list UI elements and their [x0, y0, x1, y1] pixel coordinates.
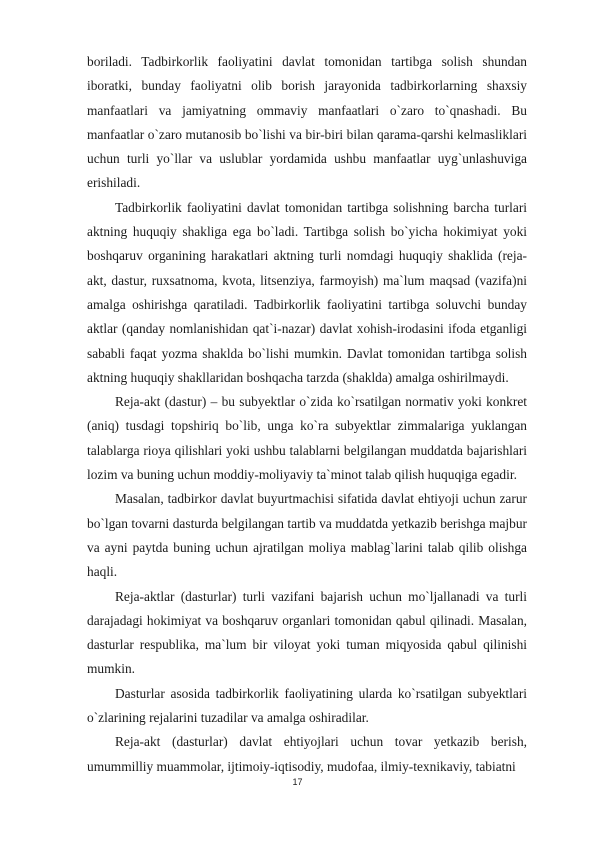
- paragraph: Tadbirkorlik faoliyatini davlat tomonidan tartibga solishning barcha turlari aktning huquqiy shakliga ega bo`ladi. Tartibga solish bo`yicha hokimiyat yoki boshqaruv organining harakatlari aktning turli nomdagi huquqiy shaklida (reja-akt, dastur, ruxsatnoma, kvota, litsenziya, farmoyish) ma`lum maqsad (vazifa)ni amalga oshirishga qaratiladi. Tadbirkorlik faoliyatini tartibga soluvchi bunday aktlar (qanday nomlanishidan qat`i-nazar) davlat xohish-irodasini ifoda etganligi sababli faqat yozma shaklda bo`lishi mumkin. Davlat tomonidan tartibga solish aktning huquqiy shakllaridan boshqacha tarzda (shaklda) amalga oshirilmaydi.: [87, 199, 527, 385]
- paragraph: Masalan, tadbirkor davlat buyurtmachisi sifatida davlat ehtiyoji uchun zarur bo`lgan tovarni dasturda belgilangan tartib va muddatda yetkazib berishga majbur va ayni paytda buning uchun ajratilgan moliya mablag`larini talab qilib olishga haqli.: [87, 491, 527, 580]
- paragraph: Dasturlar asosida tadbirkorlik faoliyatining ularda ko`rsatilgan subyektlari o`zlarining rejalarini tuzadilar va amalga oshiradilar.: [87, 685, 527, 726]
- paragraph: Reja-akt (dastur) – bu subyektlar o`zida ko`rsatilgan normativ yoki konkret (aniq) tusdagi topshiriq bo`lib, unga ko`ra subyektlar zimmalariga yuklangan talablarga rioya qilishlari yoki ushbu talablarni belgilangan muddatda bajarishlari lozim va buning uchun moddiy-moliyaviy ta`minot talab qilish huquqiga egadir.: [87, 394, 527, 483]
- paragraph: Reja-aktlar (dasturlar) turli vazifani bajarish uchun mo`ljallanadi va turli darajadagi hokimiyat va boshqaruv organlari tomonidan qabul qilinadi. Masalan, dasturlar respublika, ma`lum bir viloyat yoki tuman miqyosida qabul qilinishi mumkin.: [87, 588, 527, 677]
- page-body: [87, 50, 527, 779]
- paragraph-last: Reja-akt (dasturlar) davlat ehtiyojlari uchun tovar yetkazib berish, umummilliy muammolar, ijtimoiy-iqtisodiy, mudofaa, ilmiy-texnikaviy, tabiatni: [87, 734, 527, 774]
- page-number: 17: [292, 777, 303, 787]
- paragraph-continuation: boriladi. Tadbirkorlik faoliyatini davlat tomonidan tartibga solish shundan iboratki, bunday faoliyatni olib borish jarayonida tadbirkorlarning shaxsiy manfaatlari va jamiyatning ommaviy manfaatlari o`zaro to`qnashadi. Bu manfaatlar o`zaro mutanosib bo`lishi va bir-biri bilan qarama-qarshi kelmasliklari uchun turli yo`llar va uslublar yordamida ushbu manfaatlar uyg`unlashuviga erishiladi.: [87, 54, 527, 191]
